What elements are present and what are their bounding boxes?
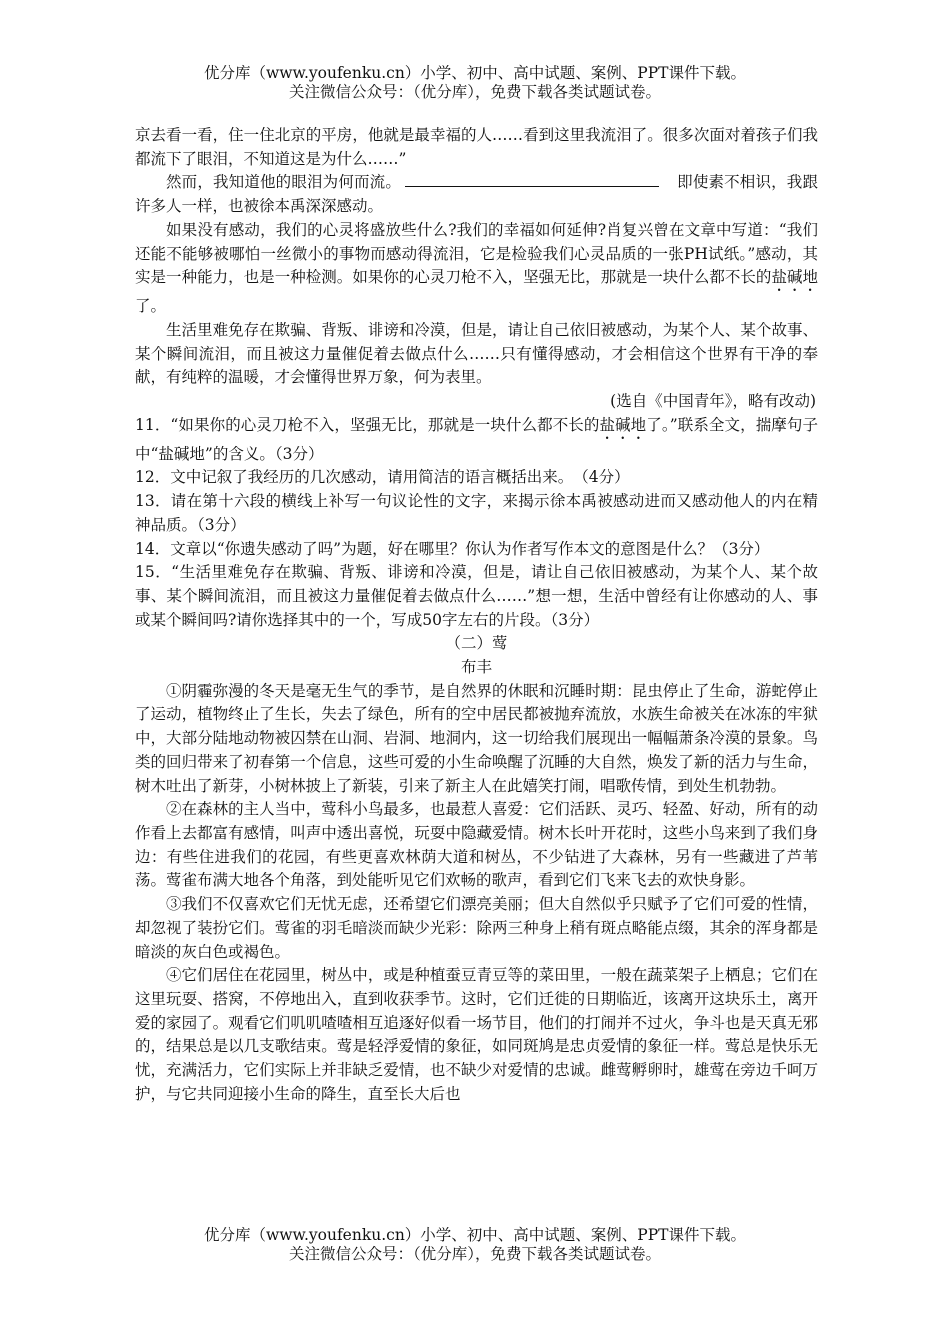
page-footer — [0, 1226, 950, 1264]
question-13: 13．请在第十六段的横线上补写一句议论性的文字，来揭示徐本禹被感动进而又感动他人的内在精神品质。（3分） — [135, 492, 818, 534]
section-paragraph-2: ②在森林的主人当中，莺科小鸟最多，也最惹人喜爱：它们活跃、灵巧、轻盈、好动，所有的动作看上去都富有感情，叫声中透出喜悦，玩耍中隐藏爱情。树木长叶开花时，这些小鸟来到了我们身边：有些住进我们的花园，有些更喜欢林荫大道和树丛，不少钻进了大森林，另有一些藏进了芦苇荡。莺雀布满大地各个角落，到处能听见它们欢畅的歌声，看到它们飞来飞去的欢快身影。 — [135, 800, 818, 890]
paragraph-3-lead: 如果没有感动，我们的心灵将盛放些什么?我们的幸福如何延伸?肖复兴曾在文章中写道：“我们还能不能够被哪怕一丝微小的事物而感动得流泪，它是检验我们心灵品质的一张PH试纸。”感动，其实是一种能力，也是一种检测。如果你的心灵刀枪不入，坚强无比，那就是一块什么都不长的 — [135, 220, 818, 287]
emphasized-term: 盐碱地 — [771, 268, 818, 287]
page-content — [135, 124, 818, 1106]
question-11-emphasized-term: 盐碱地 — [599, 415, 647, 434]
paragraph-2-tail: 即使素不相识，我跟许多人一样，也被徐本禹深深感动。 — [135, 173, 818, 216]
question-15: 15．“生活里难免存在欺骗、背叛、诽谤和冷漠，但是，请让自己依旧被感动，为某个人、某个故事、某个瞬间流泪，而且被这力量催促着去做点什么……”想一想，生活中曾经有让你感动的人、事或某个瞬间吗?请你选择其中的一个，写成50字左右的片段。（3分） — [135, 563, 818, 629]
section-paragraph-4: ④它们居住在花园里，树丛中，或是种植蚕豆青豆等的菜田里，一般在蔬菜架子上栖息；它们在这里玩耍、搭窝，不停地出入，直到收获季节。这时，它们迁徙的日期临近，该离开这块乐土，离开爱的家园了。观看它们叽叽喳喳相互追逐好似看一场节目，他们的打闹并不过火，争斗也是天真无邪的，结果总是以几支歌结束。莺是轻浮爱情的象征，如同斑鸠是忠贞爱情的象征一样。莺总是快乐无忧，充满活力，它们实际上并非缺乏爱情，也不缺少对爱情的忠诚。雌莺孵卵时，雄莺在旁边千呵万护，与它共同迎接小生命的降生，直至长大后也 — [135, 966, 818, 1103]
article-paragraph-4: 生活里难免存在欺骗、背叛、诽谤和冷漠，但是，请让自己依旧被感动，为某个人、某个故事、某个瞬间流泪，而且被这力量催促着去做点什么……只有懂得感动，才会相信这个世界有干净的奉献，有纯粹的温暖，才会懂得世界万象，何为表里。 — [135, 320, 818, 387]
article-source: (选自《中国青年》，略有改动) — [610, 392, 816, 411]
article-paragraph-2 — [135, 171, 818, 218]
section-title: （二）莺 — [445, 634, 508, 653]
section-author: 布丰 — [460, 658, 492, 677]
article-paragraph-1: 京去看一看，住一住北京的平房，他就是最幸福的人……看到这里我流泪了。很多次面对着孩子们我都流下了眼泪，不知道这是为什么……” — [135, 126, 818, 168]
header-line-2: 关注微信公众号：（优分库），免费下载各类试题试卷。 — [288, 83, 661, 101]
question-11 — [135, 414, 818, 467]
article-paragraph-3 — [135, 219, 818, 319]
section-paragraph-3: ③我们不仅喜欢它们无忧无虑，还希望它们漂亮美丽；但大自然似乎只赋予了它们可爱的性情，却忽视了装扮它们。莺雀的羽毛暗淡而缺少光彩：除两三种身上稍有斑点略能点缀，其余的浑身都是暗淡的灰白色或褐色。 — [135, 895, 818, 961]
question-11-tail: 了。”联系全文，揣摩句子中“盐碱地”的含义。（3分） — [135, 415, 818, 463]
paragraph-3-tail: 了。 — [135, 297, 167, 316]
question-11-lead: 11．“如果你的心灵刀枪不入，坚强无比，那就是一块什么都不长的 — [135, 415, 600, 434]
question-12: 12．文中记叙了我经历的几次感动，请用简洁的语言概括出来。 （4分） — [135, 468, 630, 487]
page-header — [0, 64, 950, 102]
paragraph-2-lead: 然而，我知道他的眼泪为何而流。 — [166, 173, 401, 192]
fill-in-blank-line — [405, 185, 659, 187]
section-paragraph-1: ①阴霾弥漫的冬天是毫无生气的季节，是自然界的休眠和沉睡时期：昆虫停止了生命，游蛇停止了运动，植物终止了生长，失去了绿色，所有的空中居民都被抛弃流放，水族生命被关在冰冻的牢狱中，大部分陆地动物被囚禁在山洞、岩洞、地洞内，这一切给我们展现出一幅幅萧条冷漠的景象。鸟类的回归带来了初春第一个信息，这些可爱的小生命唤醒了沉睡的大自然，焕发了新的活力与生命，树木吐出了新芽，小树林披上了新装，引来了新主人在此嬉笑打闹，唱歌传情，到处生机勃勃。 — [135, 681, 818, 795]
footer-line-1: 优分库（www.youfenku.cn）小学、初中、高中试题、案例、PPT课件下载。 — [203, 1226, 747, 1244]
question-14: 14．文章以“你遗失感动了吗”为题，好在哪里？你认为作者写作本文的意图是什么？（3分） — [135, 539, 770, 558]
footer-line-2: 关注微信公众号：（优分库），免费下载各类试题试卷。 — [288, 1245, 661, 1263]
header-line-1: 优分库（www.youfenku.cn）小学、初中、高中试题、案例、PPT课件下载。 — [203, 64, 747, 82]
